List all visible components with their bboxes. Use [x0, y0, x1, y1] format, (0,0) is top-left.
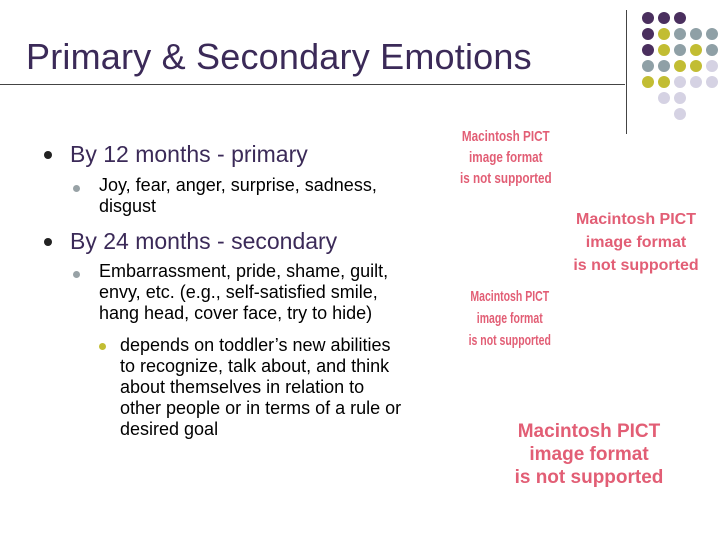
placeholder-line: Macintosh PICT	[461, 128, 550, 145]
placeholder-line: image format	[476, 310, 543, 327]
unsupported-image-placeholder	[459, 126, 553, 189]
toddler-abilities-text	[120, 335, 401, 440]
bullet-primary-label: By 12 months - primary	[70, 141, 308, 167]
dot-icon	[642, 12, 654, 24]
text-line: about themselves in relation to	[120, 377, 365, 397]
unsupported-image-placeholder	[494, 420, 684, 489]
text-line: depends on toddler’s new abilities	[120, 335, 391, 355]
placeholder-line: is not supported	[514, 467, 664, 488]
dot-icon	[674, 76, 686, 88]
sub-bullet-icon	[73, 271, 80, 278]
dot-icon	[642, 76, 654, 88]
placeholder-line: is not supported	[459, 170, 552, 187]
placeholder-line: Macintosh PICT	[517, 421, 661, 442]
sub-bullet-icon	[73, 185, 80, 192]
placeholder-line: is not supported	[468, 332, 551, 349]
text-line: disgust	[99, 196, 157, 216]
dot-icon	[674, 92, 686, 104]
title-divider	[0, 84, 625, 85]
text-line: envy, etc. (e.g., self-satisfied smile,	[99, 282, 378, 302]
vertical-divider	[626, 10, 627, 134]
bullet-icon	[44, 238, 52, 246]
bullet-icon	[44, 151, 52, 159]
unsupported-image-placeholder	[466, 286, 554, 352]
dot-icon	[706, 76, 718, 88]
placeholder-line: Macintosh PICT	[470, 288, 550, 305]
placeholder-line: Macintosh PICT	[575, 211, 696, 228]
dot-icon	[658, 28, 670, 40]
dot-icon	[690, 76, 702, 88]
text-line: hang head, cover face, try to hide)	[99, 303, 373, 323]
primary-emotions-text	[99, 175, 377, 217]
text-line: Embarrassment, pride, shame, guilt,	[99, 261, 389, 281]
dot-icon	[642, 44, 654, 56]
placeholder-line: image format	[469, 149, 543, 166]
unsupported-image-placeholder	[562, 208, 710, 277]
dot-icon	[674, 12, 686, 24]
text-line: Joy, fear, anger, surprise, sadness,	[99, 175, 377, 195]
dot-icon	[642, 28, 654, 40]
dot-icon	[642, 60, 654, 72]
dot-icon	[690, 28, 702, 40]
dot-icon	[674, 28, 686, 40]
dot-icon	[706, 44, 718, 56]
decorative-dot-grid	[640, 12, 720, 122]
dot-icon	[674, 108, 686, 120]
placeholder-line: image format	[529, 444, 649, 465]
bullet-secondary-label: By 24 months - secondary	[70, 228, 338, 254]
dot-icon	[658, 12, 670, 24]
sub-sub-bullet-icon	[99, 343, 106, 350]
dot-icon	[706, 60, 718, 72]
dot-icon	[674, 60, 686, 72]
slide-title: Primary & Secondary Emotions	[26, 36, 532, 77]
secondary-emotions-text	[99, 261, 388, 324]
placeholder-line: is not supported	[573, 257, 699, 274]
dot-icon	[690, 60, 702, 72]
dot-icon	[658, 60, 670, 72]
dot-icon	[690, 44, 702, 56]
dot-icon	[658, 76, 670, 88]
dot-icon	[674, 44, 686, 56]
dot-icon	[658, 92, 670, 104]
text-line: other people or in terms of a rule or	[120, 398, 402, 418]
text-line: to recognize, talk about, and think	[120, 356, 390, 376]
placeholder-line: image format	[585, 234, 687, 251]
text-line: desired goal	[120, 419, 219, 439]
dot-icon	[706, 28, 718, 40]
dot-icon	[658, 44, 670, 56]
